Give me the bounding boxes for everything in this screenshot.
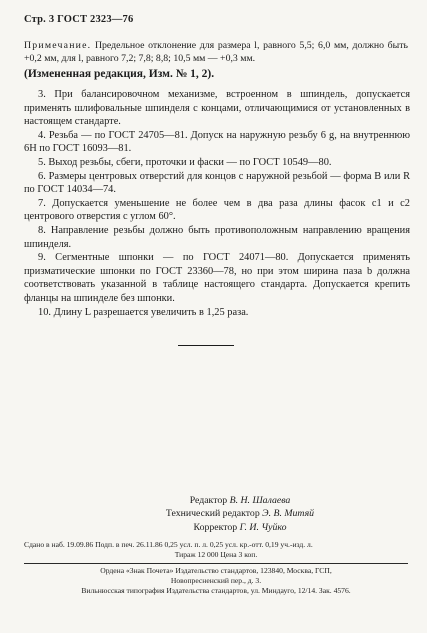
clause-3: 3. При балансировочном механизме, встроенном в шпиндель, допускается применять шлифовальные шпинделя с концами, отличающимися от установленных в настоящем стандарте. <box>24 89 410 128</box>
imprint-block <box>24 540 408 596</box>
imprint-address: Новопресненский пер., д. 3. <box>170 576 262 585</box>
corrector-line <box>110 521 370 534</box>
tech-editor-name: Э. В. Митяй <box>262 508 315 520</box>
imprint-separator <box>24 563 408 564</box>
clause-4: 4. Резьба — по ГОСТ 24705—81. Допуск на наружную резьбу 6 g, на внутреннюю 6H по ГОСТ 16093—81. <box>24 129 410 155</box>
edition-note: (Измененная редакция, Изм. № 1, 2). <box>24 68 215 80</box>
clause-6: 6. Размеры центровых отверстий для концов с наружной резьбой — форма В или R по ГОСТ 14034—74. <box>24 170 410 196</box>
clause-5: 5. Выход резьбы, сбеги, проточки и фаски — по ГОСТ 10549—80. <box>38 156 332 168</box>
tech-editor-line <box>110 507 370 520</box>
section-divider <box>178 345 234 346</box>
note-text: Предельное отклонение для размера l, равного 5,5; 6,0 мм, должно быть +0,2 мм, для l, равного 7,2; 7,8; 8,8; 10,5 мм — +0,3 мм. <box>24 40 409 64</box>
editor-name: В. Н. Шалаева <box>229 495 291 506</box>
editor-label: Редактор <box>189 495 228 506</box>
imprint-printer: Вильнюсская типография Издательства стандартов, ул. Миндауго, 12/14. Зак. 4576. <box>81 586 351 595</box>
imprint-circulation: Тираж 12 000 Цена 3 коп. <box>174 550 258 559</box>
editors-block <box>110 494 370 534</box>
clause-10: 10. Длину L разрешается увеличить в 1,25 раза. <box>38 306 249 318</box>
imprint-publisher: Ордена «Знак Почета» Издательство стандартов, 123840, Москва, ГСП, <box>100 566 332 575</box>
corrector-name: Г. И. Чуйко <box>239 521 287 533</box>
clause-8: 8. Направление резьбы должно быть противоположным направлению вращения шпинделя. <box>24 224 410 250</box>
corrector-label: Корректор <box>193 521 238 533</box>
note-label: Примечание. <box>24 40 92 51</box>
clauses <box>24 88 410 319</box>
clause-7: 7. Допускается уменьшение не более чем в два раза длины фасок c1 и c2 центрового отверстия с углом 60°. <box>24 197 410 223</box>
clause-9: 9. Сегментные шпонки — по ГОСТ 24071—80. Допускается применять призматические шпонки по ГОСТ 23360—78, но при этом ширина паза b должна соответствовать указанной в таблице настоящего стандарта. Допускается крепить фланцы на шпинделе без шпонки. <box>24 252 410 304</box>
note-block <box>24 40 408 65</box>
tech-editor-label: Технический редактор <box>165 508 260 520</box>
page-header: Стр. 3 ГОСТ 2323—76 <box>24 14 134 25</box>
imprint-print-data: Сдано в наб. 19.09.86 Подп. в печ. 26.11.86 0,25 усл. п. л. 0,25 усл. кр.-отт. 0,19 уч.-изд. л. <box>24 540 313 549</box>
editor-line <box>110 494 370 507</box>
